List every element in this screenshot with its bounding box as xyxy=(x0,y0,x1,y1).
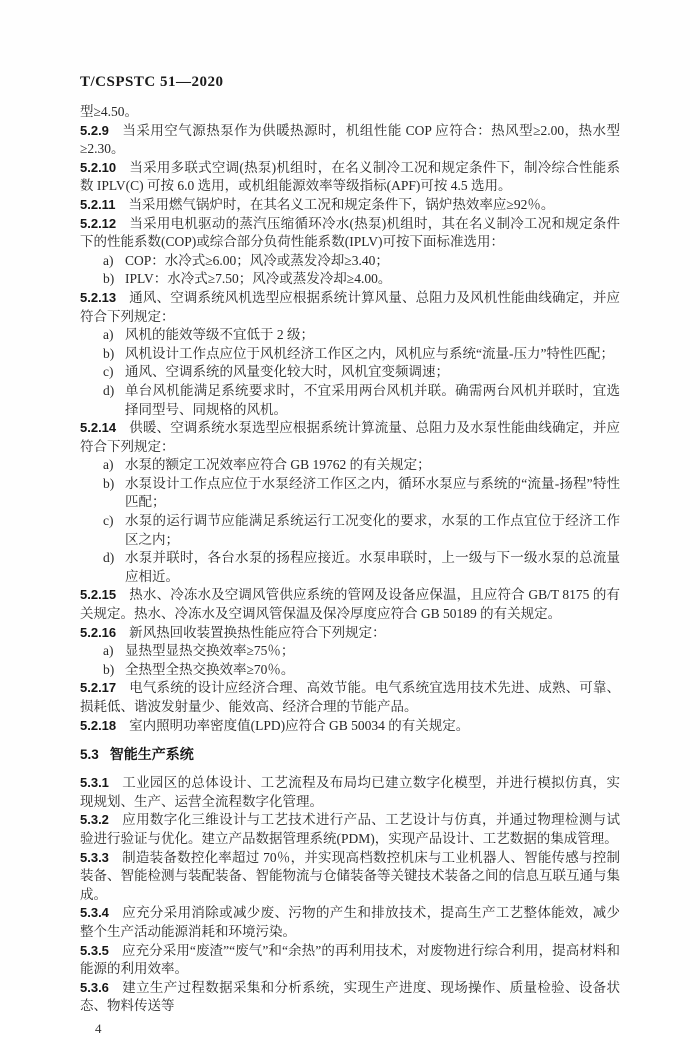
clause-paragraph xyxy=(80,419,620,456)
item-label: b) xyxy=(103,661,115,677)
list-item xyxy=(80,363,620,382)
clause-text: 当采用电机驱动的蒸汽压缩循环冷水(热泵)机组时，其在名义制冷工况和规定条件下的性能系数(COP)或综合部分负荷性能系数(IPLV)可按下面标准选用： xyxy=(80,215,620,250)
clause-number: 5.2.9 xyxy=(80,122,109,138)
list-item xyxy=(80,326,620,345)
item-text: 水泵的运行调节应能满足系统运行工况变化的要求，水泵的工作点宜位于经济工作区之内； xyxy=(125,513,620,547)
section-number: 5.3 xyxy=(80,747,99,763)
item-label: c) xyxy=(103,364,114,380)
document-body xyxy=(80,103,620,1016)
clause-number: 5.2.16 xyxy=(80,624,117,640)
clause-number: 5.3.2 xyxy=(80,812,109,828)
item-label: d) xyxy=(103,382,115,398)
list-item xyxy=(80,642,620,661)
clause-text: 当采用多联式空调(热泵)机组时，在名义制冷工况和规定条件下，制冷综合性能系数 IPLV(C) 可按 6.0 选用，或机组能源效率等级指标(APF)可按 4.5 选用。 xyxy=(80,159,620,194)
clause-paragraph xyxy=(80,159,620,196)
clause-text: 通风、空调系统风机选型应根据系统计算风量、总阻力及风机性能曲线确定，并应符合下列规定： xyxy=(80,289,620,324)
item-text: 风机的能效等级不宜低于 2 级； xyxy=(125,327,314,343)
clause-paragraph xyxy=(80,586,620,623)
clause-text: 室内照明功率密度值(LPD)应符合 GB 50034 的有关规定。 xyxy=(129,717,470,733)
clause-number: 5.3.4 xyxy=(80,905,109,921)
clause-number: 5.2.12 xyxy=(80,215,117,231)
clause-paragraph xyxy=(80,849,620,905)
clause-paragraph xyxy=(80,904,620,941)
item-text: 单台风机能满足系统要求时，不宜采用两台风机并联。确需两台风机并联时，宜选择同型号、同规格的风机。 xyxy=(125,382,620,417)
clause-text: 制造装备数控化率超过 70％，并实现高档数控机床与工业机器人、智能传感与控制装备、智能检测与装配装备、智能物流与仓储装备等关键技术装备之间的信息互联互通与集成。 xyxy=(80,849,620,902)
clause-paragraph xyxy=(80,215,620,252)
item-text: 水泵并联时，各台水泵的扬程应接近。水泵串联时，上一级与下一级水泵的总流量应相近。 xyxy=(125,550,620,584)
clause-paragraph xyxy=(80,122,620,159)
section-heading xyxy=(80,745,620,765)
clause-number: 5.2.13 xyxy=(80,289,117,305)
clause-text: 热水、冷冻水及空调风管供应系统的管网及设备应保温，且应符合 GB/T 8175 的有关规定。热水、冷冻水及空调风管保温及保冷厚度应符合 GB 50189 的有关规定。 xyxy=(80,587,620,622)
clause-number: 5.2.14 xyxy=(80,420,117,436)
clause-number: 5.2.11 xyxy=(80,196,116,212)
item-text: 水泵的额定工况效率应符合 GB 19762 的有关规定； xyxy=(125,457,431,473)
item-label: b) xyxy=(103,271,115,287)
list-item xyxy=(80,252,620,271)
clause-paragraph xyxy=(80,811,620,848)
clause-text: 当采用燃气锅炉时，在其名义工况和规定条件下，锅炉热效率应≥92％。 xyxy=(128,196,555,212)
item-label: b) xyxy=(103,475,115,491)
list-item xyxy=(80,512,620,549)
item-text: 全热型全热交换效率≥70％。 xyxy=(125,661,295,677)
item-label: d) xyxy=(103,550,115,566)
clause-paragraph xyxy=(80,979,620,1016)
clause-paragraph xyxy=(80,196,620,215)
list-item xyxy=(80,475,620,512)
clause-number: 5.2.17 xyxy=(80,680,117,696)
clause-text: 工业园区的总体设计、工艺流程及布局均已建立数字化模型，并进行模拟仿真，实现规划、生产、运营全流程数字化管理。 xyxy=(80,775,620,809)
list-item xyxy=(80,549,620,586)
clause-paragraph xyxy=(80,942,620,979)
list-item xyxy=(80,382,620,419)
clause-paragraph xyxy=(80,774,620,811)
item-label: a) xyxy=(103,457,114,473)
item-label: a) xyxy=(103,327,114,343)
document-code-header: T/CSPSTC 51—2020 xyxy=(80,74,224,90)
clause-text: 当采用空气源热泵作为供暖热源时，机组性能 COP 应符合：热风型≥2.00，热水型≥2.30。 xyxy=(80,122,620,157)
clause-paragraph xyxy=(80,717,620,736)
item-label: c) xyxy=(103,513,114,529)
item-label: a) xyxy=(103,252,114,268)
clause-text: 应充分采用消除或减少废、污物的产生和排放技术，提高生产工艺整体能效，减少整个生产活动能源消耗和环境污染。 xyxy=(80,905,620,939)
item-label: a) xyxy=(103,643,114,659)
list-item xyxy=(80,345,620,364)
clause-number: 5.3.6 xyxy=(80,979,109,995)
clause-paragraph xyxy=(80,679,620,716)
clause-text: 应用数字化三维设计与工艺技术进行产品、工艺设计与仿真，并通过物理检测与试验进行验证与优化。建立产品数据管理系统(PDM)，实现产品设计、工艺数据的集成管理。 xyxy=(80,812,620,846)
page-number: 4 xyxy=(95,1020,102,1036)
clause-paragraph xyxy=(80,289,620,326)
carryover-text: 型≥4.50。 xyxy=(80,104,139,119)
item-text: 通风、空调系统的风量变化较大时，风机宜变频调速； xyxy=(125,364,449,380)
clause-text: 新风热回收装置换热性能应符合下列规定： xyxy=(129,624,386,640)
clause-number: 5.3.5 xyxy=(80,942,109,958)
clause-text: 供暖、空调系统水泵选型应根据系统计算流量、总阻力及水泵性能曲线确定，并应符合下列规定： xyxy=(80,420,620,454)
list-item xyxy=(80,456,620,475)
item-text: COP：水冷式≥6.00；风冷或蒸发冷却≥3.40； xyxy=(125,252,389,268)
clause-text: 建立生产过程数据采集和分析系统，实现生产进度、现场操作、质量检验、设备状态、物料传送等 xyxy=(80,979,620,1014)
clause-number: 5.2.10 xyxy=(80,159,117,175)
item-label: b) xyxy=(103,345,115,361)
clause-paragraph xyxy=(80,624,620,643)
item-text: IPLV：水冷式≥7.50；风冷或蒸发冷却≥4.00。 xyxy=(125,271,392,287)
clause-number: 5.2.18 xyxy=(80,717,117,733)
item-text: 水泵设计工作点应位于水泵经济工作区之内，循环水泵应与系统的“流量-扬程”特性匹配； xyxy=(125,475,620,510)
list-item xyxy=(80,270,620,289)
list-item xyxy=(80,661,620,680)
clause-text: 电气系统的设计应经济合理、高效节能。电气系统宜选用技术先进、成熟、可靠、损耗低、谐波发射量少、能效高、经济合理的节能产品。 xyxy=(80,680,620,714)
clause-text: 应充分采用“废渣”“废气”和“余热”的再利用技术，对废物进行综合利用，提高材料和能源的利用效率。 xyxy=(80,942,620,977)
clause-number: 5.3.1 xyxy=(80,775,109,791)
item-text: 风机设计工作点应位于风机经济工作区之内，风机应与系统“流量-压力”特性匹配； xyxy=(125,345,614,361)
clause-number: 5.3.3 xyxy=(80,849,109,865)
clause-number: 5.2.15 xyxy=(80,587,117,603)
item-text: 显热型显热交换效率≥75％； xyxy=(125,643,295,659)
section-title: 智能生产系统 xyxy=(109,748,194,764)
